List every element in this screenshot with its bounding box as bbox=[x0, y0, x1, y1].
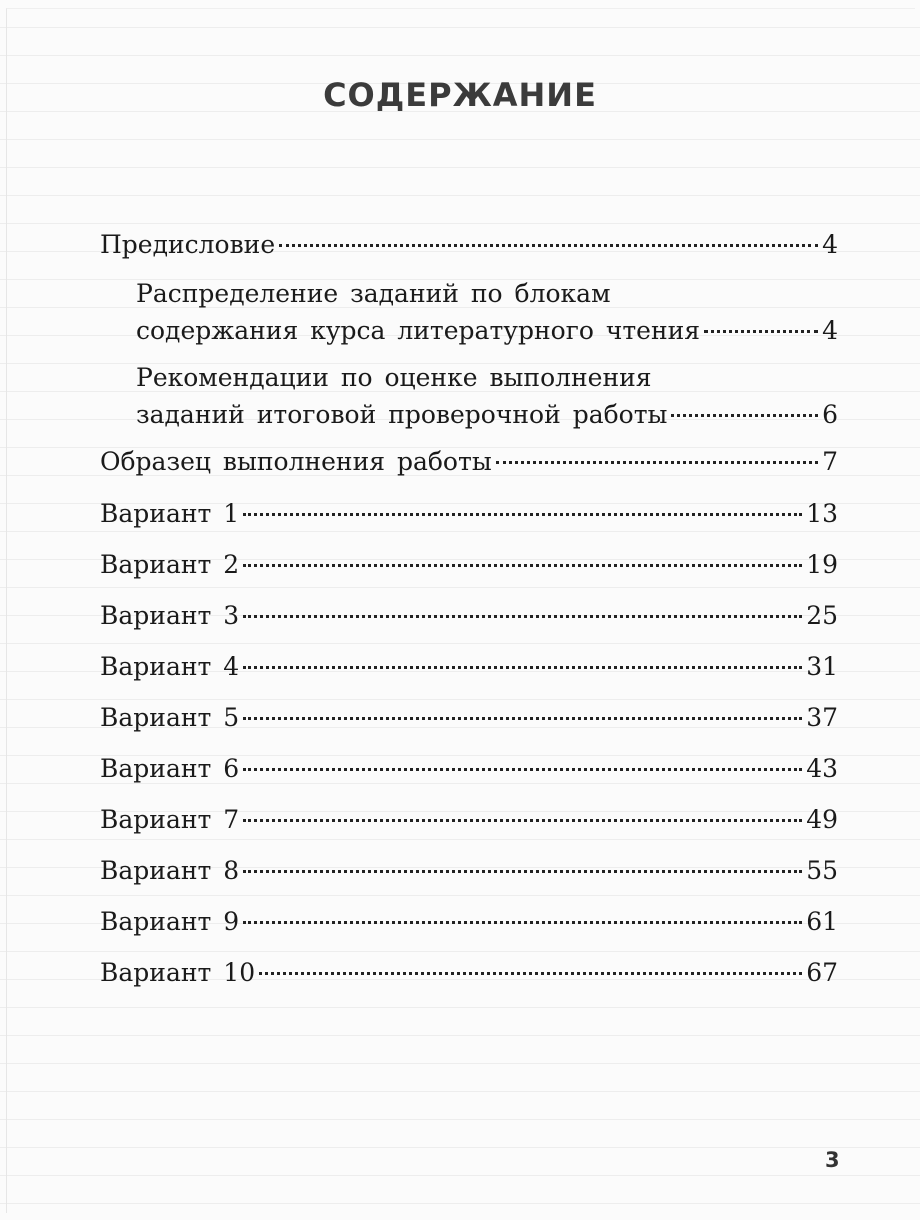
toc-entry-page: 6 bbox=[822, 400, 838, 429]
toc-entry-page: 13 bbox=[806, 499, 838, 528]
dot-leader bbox=[243, 717, 802, 720]
toc-entry-label-line1: Рекомендации по оценке выполнения bbox=[136, 363, 652, 392]
toc-entry-page: 43 bbox=[806, 754, 838, 783]
toc-entry-page: 61 bbox=[806, 907, 838, 936]
dot-leader bbox=[243, 513, 802, 516]
dot-leader bbox=[671, 414, 818, 417]
toc-entry-page: 67 bbox=[806, 958, 838, 987]
dot-leader bbox=[704, 330, 818, 333]
toc-entry-label: Вариант 1 bbox=[100, 499, 240, 528]
toc-entry-label: Предисловие bbox=[100, 230, 276, 259]
dot-leader bbox=[259, 972, 802, 975]
toc-entry-label: Вариант 8 bbox=[100, 856, 240, 885]
toc-entry-label-line2: заданий итоговой проверочной работы bbox=[136, 400, 668, 429]
toc-entry-page: 25 bbox=[806, 601, 838, 630]
toc-entry-variant bbox=[100, 699, 838, 736]
toc-entry-page: 55 bbox=[806, 856, 838, 885]
toc-entry-label-line2: содержания курса литературного чтения bbox=[136, 316, 701, 345]
toc-entry-label: Вариант 3 bbox=[100, 601, 240, 630]
toc-entry-label-line1: Распределение заданий по блокам bbox=[136, 279, 611, 308]
toc-entry-page: 7 bbox=[822, 447, 838, 476]
toc-entry-variant bbox=[100, 954, 838, 991]
toc-entry-page: 49 bbox=[806, 805, 838, 834]
toc-entry-variant bbox=[100, 597, 838, 634]
dot-leader bbox=[496, 461, 818, 464]
dot-leader bbox=[243, 615, 802, 618]
toc-entry-label: Вариант 4 bbox=[100, 652, 240, 681]
toc-entry-preface bbox=[100, 226, 838, 263]
toc-entry-variant bbox=[100, 852, 838, 889]
dot-leader bbox=[243, 819, 802, 822]
toc-entry-label: Образец выполнения работы bbox=[100, 447, 492, 476]
variant-list bbox=[100, 495, 838, 991]
toc-entry-recommendations bbox=[100, 359, 838, 433]
toc-entry-label: Вариант 10 bbox=[100, 958, 256, 987]
toc-entry-variant bbox=[100, 801, 838, 838]
toc-entry-label: Вариант 7 bbox=[100, 805, 240, 834]
table-of-contents bbox=[100, 226, 838, 1005]
toc-entry-sample bbox=[100, 443, 838, 480]
page-number: 3 bbox=[825, 1148, 840, 1172]
dot-leader bbox=[279, 244, 818, 247]
page-title: СОДЕРЖАНИЕ bbox=[323, 76, 597, 114]
toc-entry-page: 31 bbox=[806, 652, 838, 681]
toc-entry-variant bbox=[100, 903, 838, 940]
toc-entry-label: Вариант 5 bbox=[100, 703, 240, 732]
toc-entry-label: Вариант 9 bbox=[100, 907, 240, 936]
toc-entry-page: 37 bbox=[806, 703, 838, 732]
toc-entry-variant bbox=[100, 648, 838, 685]
dot-leader bbox=[243, 564, 802, 567]
dot-leader bbox=[243, 870, 802, 873]
toc-entry-variant bbox=[100, 495, 838, 532]
toc-entry-label: Вариант 2 bbox=[100, 550, 240, 579]
toc-entry-distribution bbox=[100, 275, 838, 349]
dot-leader bbox=[243, 921, 802, 924]
toc-entry-page: 4 bbox=[822, 316, 838, 345]
toc-entry-variant bbox=[100, 546, 838, 583]
toc-entry-label: Вариант 6 bbox=[100, 754, 240, 783]
dot-leader bbox=[243, 768, 802, 771]
toc-entry-page: 4 bbox=[822, 230, 838, 259]
toc-entry-variant bbox=[100, 750, 838, 787]
toc-entry-page: 19 bbox=[806, 550, 838, 579]
dot-leader bbox=[243, 666, 802, 669]
